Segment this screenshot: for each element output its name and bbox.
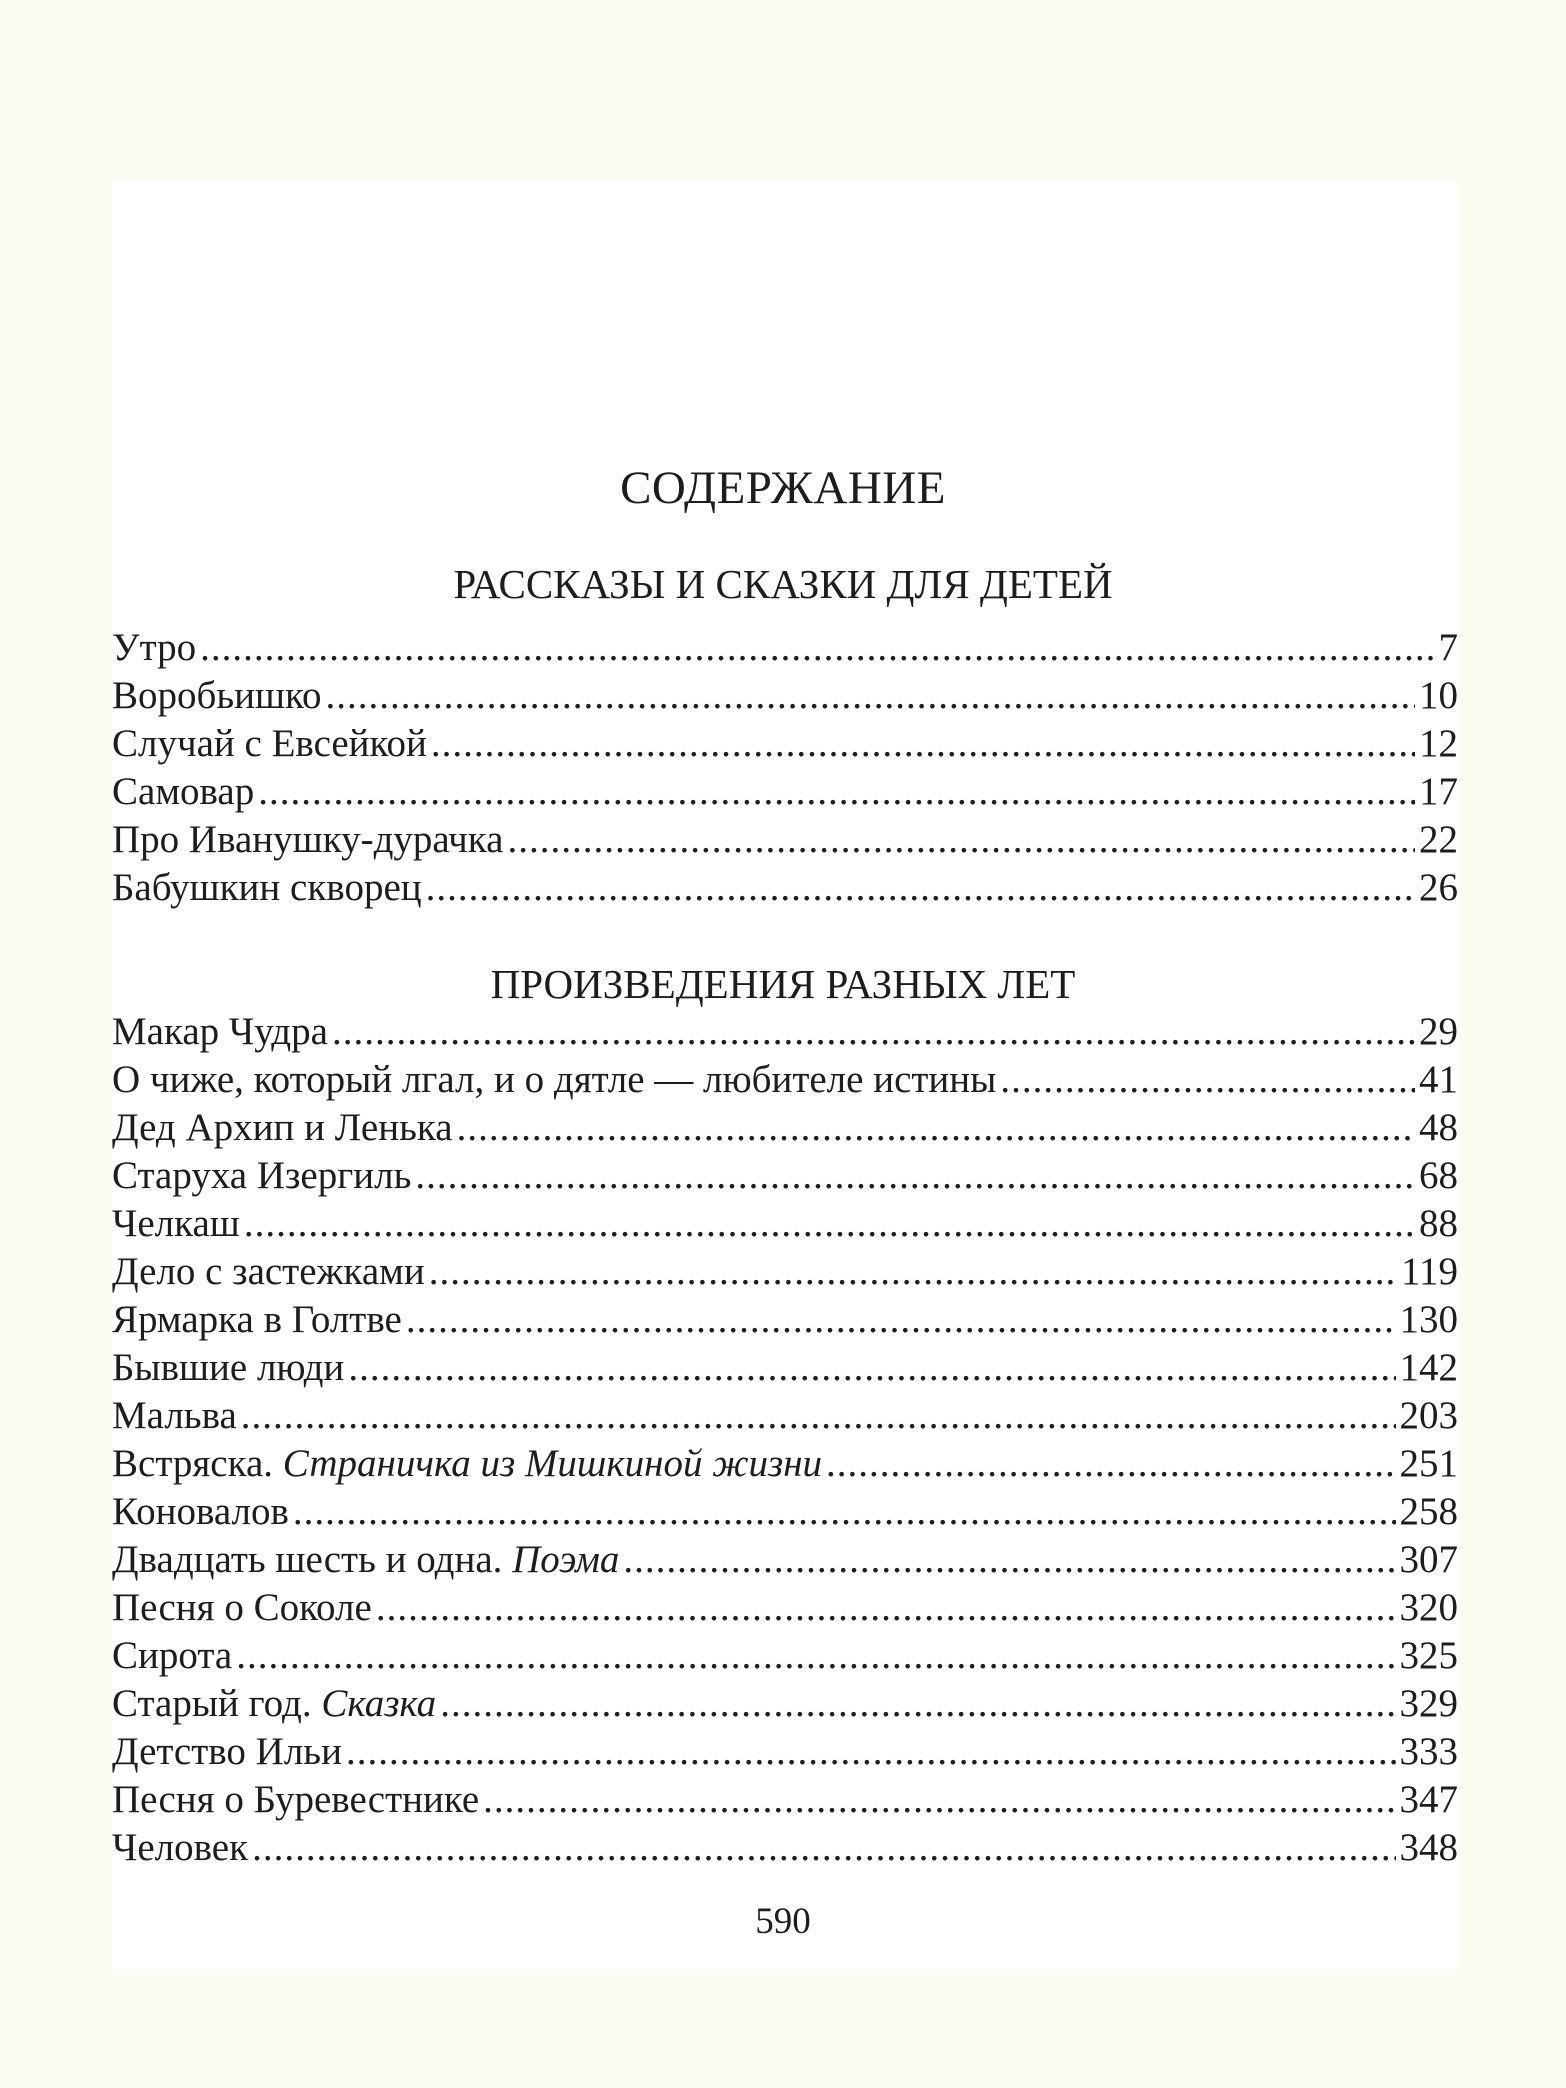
toc-entry-title (112, 1584, 372, 1632)
toc-entry-page: 333 (1399, 1730, 1458, 1773)
toc-entry (112, 1680, 1458, 1728)
toc-entry-title-text: Старуха Изергиль (112, 1154, 412, 1197)
dot-leader (326, 672, 1415, 720)
dot-leader (376, 1584, 1396, 1632)
toc-entry-title (112, 1104, 453, 1152)
section-heading-children-stories: РАССКАЗЫ И СКАЗКИ ДЛЯ ДЕТЕЙ (453, 561, 1113, 607)
toc-entry-title (112, 1200, 240, 1248)
toc-entry-page: 88 (1419, 1202, 1458, 1245)
toc-entry-title-text: Самовар (112, 770, 255, 813)
dot-leader (1000, 1056, 1415, 1104)
toc-entry (112, 1008, 1458, 1056)
toc-entry (112, 1632, 1458, 1680)
toc-entry (112, 864, 1458, 912)
toc-entry-title (112, 720, 427, 768)
toc-entry-title-text: Сирота (112, 1634, 233, 1677)
toc-entry (112, 1104, 1458, 1152)
toc-entry-title (112, 1728, 342, 1776)
toc-entry (112, 624, 1458, 672)
toc-entry-page: 29 (1419, 1010, 1458, 1053)
dot-leader (415, 1152, 1415, 1200)
toc-entry-title-text: Воробьишко (112, 674, 322, 717)
toc-entry-title-text: Бабушкин скворец (112, 866, 422, 909)
toc-entry-title-text: Песня о Буревестнике (112, 1778, 480, 1821)
toc-entry (112, 1392, 1458, 1440)
toc-entry-title-text: Макар Чудра (112, 1010, 328, 1053)
toc-entry (112, 1776, 1458, 1824)
toc-entry-title (112, 1056, 996, 1104)
toc-entry-title (112, 1536, 619, 1584)
toc-entry-page: 325 (1399, 1634, 1458, 1677)
toc-entry-title-text: Человек (112, 1826, 249, 1869)
dot-leader (406, 1296, 1396, 1344)
toc-entry-page: 26 (1419, 866, 1458, 909)
toc-entry-title (112, 816, 503, 864)
toc-entry (112, 1728, 1458, 1776)
toc-entry-title (112, 672, 322, 720)
toc-entry-page: 68 (1419, 1154, 1458, 1197)
toc-entry-title-text: Ярмарка в Голтве (112, 1298, 402, 1341)
toc-entry-title-text: Встряска. (112, 1442, 274, 1485)
toc-heading: СОДЕРЖАНИЕ (620, 462, 946, 514)
toc-entry-title (112, 1296, 402, 1344)
toc-entry-title-text: Песня о Соколе (112, 1586, 372, 1629)
toc-entry-title-text: Детство Ильи (112, 1730, 342, 1773)
section-heading-various-works: ПРОИЗВЕДЕНИЯ РАЗНЫХ ЛЕТ (490, 961, 1076, 1007)
toc-entry-title (112, 1152, 411, 1200)
toc-entry (112, 1536, 1458, 1584)
toc-entry-page: 41 (1419, 1058, 1458, 1101)
page-number: 590 (755, 1901, 811, 1942)
toc-entry-title (112, 1248, 425, 1296)
toc-entry (112, 1584, 1458, 1632)
dot-leader (244, 1200, 1415, 1248)
dot-leader (623, 1536, 1395, 1584)
toc-entry-page: 130 (1399, 1298, 1458, 1341)
dot-leader (258, 768, 1415, 816)
toc-entry (112, 768, 1458, 816)
toc-entry (112, 816, 1458, 864)
dot-leader (252, 1824, 1395, 1872)
toc-entry (112, 1296, 1458, 1344)
toc-entry (112, 1824, 1458, 1872)
toc-entry-title (112, 1824, 248, 1872)
toc-entry-title (112, 624, 196, 672)
toc-entry-title (112, 1440, 822, 1488)
dot-leader (241, 1392, 1396, 1440)
toc-entry-title (112, 1680, 436, 1728)
dot-leader (440, 1680, 1395, 1728)
toc-entry (112, 1440, 1458, 1488)
toc-entry-title-text: Старый год. (112, 1682, 312, 1725)
toc-entry-title (112, 768, 254, 816)
toc-entry-title (112, 1632, 232, 1680)
toc-entry-title-text: Коновалов (112, 1490, 289, 1533)
dot-leader (483, 1776, 1395, 1824)
toc-entry-page: 119 (1400, 1250, 1458, 1293)
toc-entry-title-text: Дело с застежками (112, 1250, 425, 1293)
dot-leader (457, 1104, 1415, 1152)
toc-entry-page: 10 (1419, 674, 1458, 717)
toc-entry-title-text: Мальва (112, 1394, 237, 1437)
section-entries-various-works (112, 1008, 1458, 1872)
dot-leader (346, 1728, 1396, 1776)
dot-leader (293, 1488, 1396, 1536)
toc-entry-page: 48 (1419, 1106, 1458, 1149)
toc-entry-title (112, 1776, 479, 1824)
toc-entry-page: 22 (1419, 818, 1458, 861)
dot-leader (507, 816, 1415, 864)
toc-entry-title-text: О чиже, который лгал, и о дятле — любителе истины (112, 1058, 997, 1101)
toc-entry (112, 1248, 1458, 1296)
dot-leader (348, 1344, 1395, 1392)
toc-entry-page: 17 (1419, 770, 1458, 813)
toc-entry (112, 672, 1458, 720)
toc-entry-title (112, 1392, 237, 1440)
dot-leader (429, 1248, 1397, 1296)
toc-entry-title-text: Двадцать шесть и одна. (112, 1538, 503, 1581)
toc-entry (112, 720, 1458, 768)
dot-leader (826, 1440, 1395, 1488)
toc-entry-title-text: Утро (112, 626, 197, 669)
toc-entry-title-text: Дед Архип и Ленька (112, 1106, 453, 1149)
dot-leader (236, 1632, 1395, 1680)
toc-entry-subtitle: Страничка из Мишкиной жизни (282, 1442, 823, 1485)
toc-entry (112, 1056, 1458, 1104)
toc-entry-title-text: Случай с Евсейкой (112, 722, 427, 765)
toc-entry-page: 347 (1399, 1778, 1458, 1821)
toc-entry (112, 1344, 1458, 1392)
toc-entry-page: 307 (1399, 1538, 1458, 1581)
dot-leader (426, 864, 1415, 912)
toc-entry-title-text: Бывшие люди (112, 1346, 345, 1389)
toc-entry-page: 203 (1399, 1394, 1458, 1437)
toc-entry-subtitle: Сказка (321, 1682, 437, 1725)
dot-leader (200, 624, 1434, 672)
toc-entry-title-text: Про Иванушку-дурачка (112, 818, 504, 861)
toc-entry-page: 329 (1399, 1682, 1458, 1725)
toc-entry-title-text: Челкаш (112, 1202, 240, 1245)
toc-entry (112, 1488, 1458, 1536)
toc-entry-title (112, 1488, 289, 1536)
toc-entry-page: 12 (1419, 722, 1458, 765)
toc-entry-page: 7 (1438, 626, 1458, 669)
toc-entry-page: 142 (1399, 1346, 1458, 1389)
dot-leader (332, 1008, 1415, 1056)
toc-entry-title (112, 1008, 328, 1056)
toc-entry-subtitle: Поэма (512, 1538, 620, 1581)
toc-entry-page: 258 (1399, 1490, 1458, 1533)
toc-entry-title (112, 1344, 344, 1392)
toc-entry (112, 1200, 1458, 1248)
dot-leader (431, 720, 1415, 768)
toc-entry-page: 348 (1399, 1826, 1458, 1869)
toc-entry-page: 320 (1399, 1586, 1458, 1629)
section-entries-children-stories (112, 624, 1458, 912)
toc-entry-title (112, 864, 422, 912)
toc-entry-page: 251 (1399, 1442, 1458, 1485)
toc-entry (112, 1152, 1458, 1200)
